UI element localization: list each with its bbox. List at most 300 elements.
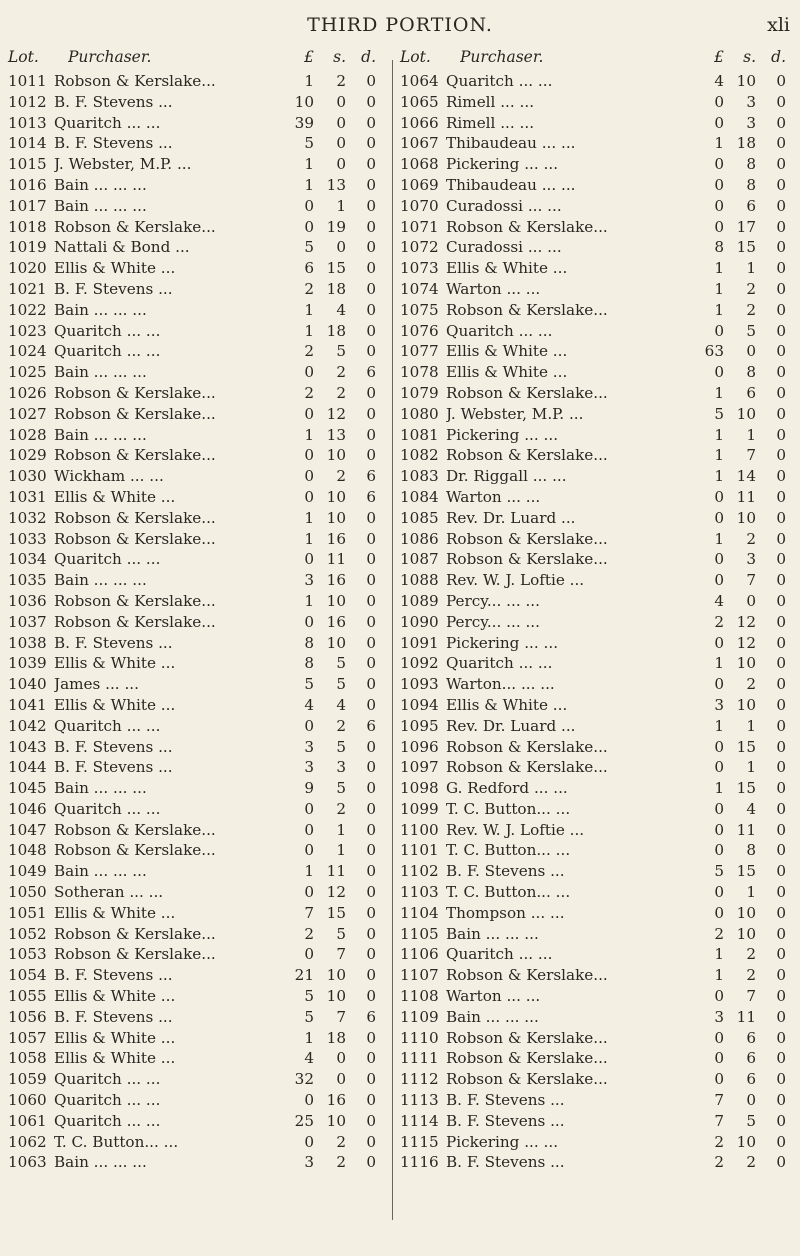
- price-pence: 0: [776, 862, 786, 881]
- sale-row: [8, 93, 386, 114]
- sale-row: [400, 800, 792, 821]
- price-pounds: 0: [714, 675, 724, 694]
- price-pounds: 1: [304, 529, 314, 548]
- price-shillings: 2: [336, 72, 346, 90]
- lot-number: 1021: [8, 279, 47, 298]
- price-shillings: 1: [746, 259, 756, 278]
- price-shillings: 0: [336, 113, 346, 132]
- price-shillings: 0: [336, 155, 346, 174]
- price-shillings: 15: [736, 737, 756, 756]
- pounds-header: £: [714, 48, 724, 66]
- price-pounds: 4: [714, 72, 724, 90]
- lot-number: 1097: [400, 758, 439, 777]
- price-shillings: 1: [336, 841, 346, 860]
- lot-number: 1062: [8, 1132, 47, 1151]
- price-shillings: 11: [736, 1007, 756, 1026]
- sale-row: [8, 925, 386, 946]
- price-pounds: 3: [714, 1007, 724, 1026]
- price-pounds: 0: [304, 1132, 314, 1151]
- lot-number: 1087: [400, 550, 439, 569]
- price-pounds: 0: [714, 883, 724, 902]
- price-pounds: 2: [304, 924, 314, 943]
- lot-number: 1092: [400, 654, 439, 673]
- purchaser-name: B. F. Stevens ...: [54, 279, 173, 298]
- purchaser-name: Ellis & White ...: [446, 259, 568, 278]
- price-shillings: 2: [746, 529, 756, 548]
- price-pounds: 1: [714, 279, 724, 298]
- purchaser-name: B. F. Stevens ...: [54, 633, 173, 652]
- purchaser-name: Bain ... ... ...: [54, 175, 147, 194]
- price-pounds: 5: [304, 238, 314, 257]
- lot-number: 1077: [400, 342, 439, 361]
- price-shillings: 7: [746, 987, 756, 1006]
- price-shillings: 5: [336, 342, 346, 361]
- price-shillings: 12: [736, 612, 756, 631]
- price-shillings: 8: [746, 175, 756, 194]
- purchaser-name: Robson & Kerslake...: [446, 1070, 608, 1089]
- price-shillings: 3: [746, 113, 756, 132]
- price-shillings: 13: [326, 425, 346, 444]
- pence-header: d.: [771, 48, 786, 66]
- lot-number: 1104: [400, 903, 439, 922]
- purchaser-name: Pickering ... ...: [446, 1132, 559, 1151]
- price-pounds: 0: [714, 903, 724, 922]
- sale-row: [400, 696, 792, 717]
- price-shillings: 6: [746, 196, 756, 215]
- price-pounds: 1: [714, 300, 724, 319]
- purchaser-name: Quaritch ... ...: [54, 716, 161, 735]
- sale-row: [8, 675, 386, 696]
- purchaser-name: Pickering ... ...: [446, 155, 559, 174]
- lot-number: 1042: [8, 716, 47, 735]
- price-pounds: 1: [714, 529, 724, 548]
- sale-row: [8, 571, 386, 592]
- price-pence: 0: [366, 529, 376, 548]
- price-pounds: 1: [714, 259, 724, 278]
- sale-row: [400, 301, 792, 322]
- purchaser-name: Thibaudeau ... ...: [446, 134, 576, 153]
- purchaser-name: Robson & Kerslake...: [446, 737, 608, 756]
- price-pounds: 1: [714, 383, 724, 402]
- purchaser-name: B. F. Stevens ...: [54, 134, 173, 153]
- price-pence: 0: [776, 695, 786, 714]
- sale-row: [400, 197, 792, 218]
- price-pence: 0: [776, 779, 786, 798]
- price-pence: 0: [776, 675, 786, 694]
- price-pounds: 8: [714, 238, 724, 257]
- sale-row: [400, 446, 792, 467]
- purchaser-name: Robson & Kerslake...: [446, 383, 608, 402]
- sale-row: [8, 155, 386, 176]
- purchaser-name: Bain ... ... ...: [54, 862, 147, 881]
- price-pounds: 1: [304, 72, 314, 90]
- sale-row: [8, 467, 386, 488]
- lot-number: 1024: [8, 342, 47, 361]
- sale-row: [8, 530, 386, 551]
- price-pence: 0: [366, 1153, 376, 1172]
- sale-row: [400, 72, 792, 93]
- price-pounds: 0: [714, 758, 724, 777]
- price-pounds: 2: [714, 612, 724, 631]
- lot-number: 1090: [400, 612, 439, 631]
- price-shillings: 0: [746, 342, 756, 361]
- lot-number: 1054: [8, 966, 47, 985]
- sale-row: [8, 654, 386, 675]
- purchaser-name: Robson & Kerslake...: [54, 217, 216, 236]
- lot-number: 1065: [400, 92, 439, 111]
- purchaser-name: Warton ... ...: [446, 987, 541, 1006]
- sale-row: [8, 176, 386, 197]
- purchaser-name: Bain ... ... ...: [54, 779, 147, 798]
- purchaser-name: Robson & Kerslake...: [446, 529, 608, 548]
- price-pence: 0: [776, 1153, 786, 1172]
- price-pence: 0: [776, 1091, 786, 1110]
- price-pounds: 1: [304, 155, 314, 174]
- lot-number: 1072: [400, 238, 439, 257]
- purchaser-name: Ellis & White ...: [54, 695, 176, 714]
- price-shillings: 7: [336, 1007, 346, 1026]
- lot-number: 1030: [8, 467, 47, 486]
- lot-number: 1114: [400, 1111, 439, 1130]
- price-pounds: 0: [714, 987, 724, 1006]
- price-pounds: 7: [714, 1091, 724, 1110]
- sale-row: [8, 945, 386, 966]
- lot-number: 1074: [400, 279, 439, 298]
- price-shillings: 2: [746, 966, 756, 985]
- price-shillings: 5: [336, 924, 346, 943]
- price-shillings: 4: [336, 300, 346, 319]
- price-pence: 0: [776, 155, 786, 174]
- price-shillings: 0: [336, 1049, 346, 1068]
- purchaser-name: Robson & Kerslake...: [54, 529, 216, 548]
- purchaser-name: Bain ... ... ...: [54, 196, 147, 215]
- price-pence: 0: [366, 820, 376, 839]
- price-pounds: 0: [304, 446, 314, 465]
- lot-number: 1055: [8, 987, 47, 1006]
- price-shillings: 16: [326, 1091, 346, 1110]
- sale-row: [400, 862, 792, 883]
- lot-number: 1103: [400, 883, 439, 902]
- lot-number: 1100: [400, 820, 439, 839]
- price-shillings: 2: [336, 799, 346, 818]
- price-pence: 0: [366, 862, 376, 881]
- sale-row: [400, 488, 792, 509]
- lot-number: 1101: [400, 841, 439, 860]
- price-shillings: 10: [736, 654, 756, 673]
- lot-number: 1043: [8, 737, 47, 756]
- sale-row: [8, 904, 386, 925]
- lot-number: 1083: [400, 467, 439, 486]
- price-shillings: 10: [736, 404, 756, 423]
- purchaser-name: Robson & Kerslake...: [446, 550, 608, 569]
- price-shillings: 2: [746, 675, 756, 694]
- price-pence: 0: [776, 321, 786, 340]
- lot-number: 1081: [400, 425, 439, 444]
- price-shillings: 10: [326, 487, 346, 506]
- lot-number: 1052: [8, 924, 47, 943]
- sale-row: [400, 904, 792, 925]
- price-pounds: 5: [714, 862, 724, 881]
- purchaser-name: Robson & Kerslake...: [446, 217, 608, 236]
- price-shillings: 12: [326, 404, 346, 423]
- sale-row: [8, 613, 386, 634]
- sale-row: [8, 322, 386, 343]
- purchaser-name: Quaritch ... ...: [54, 1111, 161, 1130]
- lot-number: 1037: [8, 612, 47, 631]
- sale-row: [400, 238, 792, 259]
- price-pounds: 1: [714, 446, 724, 465]
- sale-row: [400, 467, 792, 488]
- purchaser-name: Robson & Kerslake...: [54, 508, 216, 527]
- lot-number: 1064: [400, 72, 439, 90]
- sale-row: [8, 509, 386, 530]
- lot-number: 1109: [400, 1007, 439, 1026]
- price-pence: 0: [776, 238, 786, 257]
- price-pence: 0: [366, 383, 376, 402]
- purchaser-name: Robson & Kerslake...: [446, 966, 608, 985]
- price-pounds: 1: [714, 654, 724, 673]
- price-shillings: 2: [746, 300, 756, 319]
- price-pounds: 0: [714, 175, 724, 194]
- sale-row: [8, 405, 386, 426]
- price-pence: 0: [366, 196, 376, 215]
- lot-number: 1076: [400, 321, 439, 340]
- price-pounds: 2: [714, 1132, 724, 1151]
- lot-number: 1027: [8, 404, 47, 423]
- purchaser-name: Ellis & White ...: [54, 487, 176, 506]
- price-pence: 0: [366, 675, 376, 694]
- price-shillings: 0: [336, 238, 346, 257]
- price-shillings: 16: [326, 529, 346, 548]
- purchaser-name: Robson & Kerslake...: [446, 758, 608, 777]
- price-pounds: 0: [304, 841, 314, 860]
- sale-row: [400, 841, 792, 862]
- running-title: THIRD PORTION.: [307, 14, 493, 36]
- lot-number: 1047: [8, 820, 47, 839]
- purchaser-name: Quaritch ... ...: [446, 654, 553, 673]
- price-pounds: 2: [714, 924, 724, 943]
- price-pounds: 0: [304, 363, 314, 382]
- purchaser-name: Bain ... ... ...: [54, 425, 147, 444]
- lot-number: 1082: [400, 446, 439, 465]
- price-pounds: 1: [304, 591, 314, 610]
- lot-number: 1032: [8, 508, 47, 527]
- lot-number: 1029: [8, 446, 47, 465]
- sale-row: [8, 1153, 386, 1174]
- price-pounds: 2: [304, 383, 314, 402]
- price-pounds: 1: [714, 966, 724, 985]
- price-pounds: 1: [304, 300, 314, 319]
- price-pence: 0: [366, 987, 376, 1006]
- price-shillings: 15: [736, 862, 756, 881]
- price-pounds: 0: [304, 799, 314, 818]
- price-shillings: 2: [336, 383, 346, 402]
- price-shillings: 0: [746, 591, 756, 610]
- lot-number: 1020: [8, 259, 47, 278]
- price-shillings: 2: [746, 1153, 756, 1172]
- price-pence: 0: [366, 758, 376, 777]
- purchaser-name: Robson & Kerslake...: [54, 612, 216, 631]
- price-pence: 0: [776, 820, 786, 839]
- price-pounds: 1: [714, 716, 724, 735]
- price-pence: 0: [366, 571, 376, 590]
- pounds-header: £: [304, 48, 314, 66]
- price-shillings: 8: [746, 841, 756, 860]
- purchaser-name: J. Webster, M.P. ...: [446, 404, 584, 423]
- sale-row: [400, 634, 792, 655]
- sale-row: [400, 738, 792, 759]
- price-pence: 0: [776, 1007, 786, 1026]
- price-pounds: 0: [714, 633, 724, 652]
- lot-number: 1107: [400, 966, 439, 985]
- purchaser-name: T. C. Button... ...: [54, 1132, 179, 1151]
- price-pence: 0: [776, 945, 786, 964]
- price-pence: 0: [366, 612, 376, 631]
- price-pence: 0: [366, 342, 376, 361]
- price-shillings: 6: [746, 1028, 756, 1047]
- price-pounds: 0: [304, 404, 314, 423]
- price-pounds: 0: [304, 550, 314, 569]
- lot-number: 1014: [8, 134, 47, 153]
- price-pence: 0: [366, 779, 376, 798]
- price-shillings: 2: [336, 1153, 346, 1172]
- price-pence: 0: [366, 1070, 376, 1089]
- price-pounds: 25: [294, 1111, 314, 1130]
- price-pence: 0: [776, 487, 786, 506]
- price-pounds: 0: [714, 487, 724, 506]
- price-pence: 0: [776, 654, 786, 673]
- left-column: [8, 48, 386, 1174]
- purchaser-name: Quaritch ... ...: [446, 321, 553, 340]
- purchaser-name: Thompson ... ...: [446, 903, 565, 922]
- price-shillings: 5: [746, 321, 756, 340]
- lot-number: 1013: [8, 113, 47, 132]
- sale-row: [8, 1070, 386, 1091]
- lot-number: 1112: [400, 1070, 439, 1089]
- price-pence: 0: [776, 113, 786, 132]
- page-header: [0, 14, 800, 44]
- price-pence: 0: [776, 550, 786, 569]
- sale-row: [400, 717, 792, 738]
- price-pence: 0: [776, 612, 786, 631]
- column-header-row: [8, 48, 386, 72]
- purchaser-name: Robson & Kerslake...: [446, 300, 608, 319]
- purchaser-name: B. F. Stevens ...: [54, 758, 173, 777]
- sale-row: [8, 550, 386, 571]
- sale-row: [400, 426, 792, 447]
- sale-row: [8, 800, 386, 821]
- sale-row: [400, 925, 792, 946]
- lot-number: 1053: [8, 945, 47, 964]
- price-shillings: 7: [746, 446, 756, 465]
- lot-number: 1094: [400, 695, 439, 714]
- price-shillings: 1: [746, 883, 756, 902]
- sale-row: [8, 446, 386, 467]
- purchaser-name: Quaritch ... ...: [54, 1091, 161, 1110]
- sale-row: [8, 134, 386, 155]
- price-pence: 0: [776, 903, 786, 922]
- price-pounds: 0: [714, 113, 724, 132]
- purchaser-name: Ellis & White ...: [446, 695, 568, 714]
- purchaser-name: Ellis & White ...: [54, 259, 176, 278]
- price-shillings: 13: [326, 175, 346, 194]
- purchaser-name: Robson & Kerslake...: [54, 383, 216, 402]
- price-pence: 0: [366, 903, 376, 922]
- lot-number: 1057: [8, 1028, 47, 1047]
- lot-number: 1044: [8, 758, 47, 777]
- purchaser-name: Rev. W. J. Loftie ...: [446, 820, 585, 839]
- right-column: [400, 48, 792, 1174]
- purchaser-name: Sotheran ... ...: [54, 883, 164, 902]
- column-divider: [392, 60, 393, 1220]
- price-pence: 0: [776, 175, 786, 194]
- price-pence: 0: [366, 72, 376, 90]
- price-shillings: 18: [326, 279, 346, 298]
- lot-number: 1095: [400, 716, 439, 735]
- purchaser-name: T. C. Button... ...: [446, 799, 571, 818]
- lot-number: 1022: [8, 300, 47, 319]
- price-pence: 0: [776, 196, 786, 215]
- price-shillings: 10: [736, 508, 756, 527]
- lot-number: 1049: [8, 862, 47, 881]
- purchaser-name: Quaritch ... ...: [54, 321, 161, 340]
- purchaser-name: Percy... ... ...: [446, 591, 540, 610]
- price-pounds: 0: [714, 217, 724, 236]
- price-pounds: 1: [714, 425, 724, 444]
- purchaser-name: Bain ... ... ...: [446, 924, 539, 943]
- sale-row: [8, 488, 386, 509]
- price-shillings: 15: [326, 903, 346, 922]
- price-pounds: 6: [304, 259, 314, 278]
- price-pence: 0: [366, 883, 376, 902]
- lot-number: 1073: [400, 259, 439, 278]
- sale-row: [400, 342, 792, 363]
- sale-row: [400, 821, 792, 842]
- purchaser-name: Robson & Kerslake...: [54, 820, 216, 839]
- purchaser-name: Wickham ... ...: [54, 467, 164, 486]
- lot-number: 1102: [400, 862, 439, 881]
- price-shillings: 1: [336, 196, 346, 215]
- price-shillings: 18: [326, 321, 346, 340]
- price-shillings: 6: [746, 383, 756, 402]
- purchaser-name: Pickering ... ...: [446, 633, 559, 652]
- purchaser-name: Robson & Kerslake...: [54, 945, 216, 964]
- lot-number: 1039: [8, 654, 47, 673]
- price-pence: 0: [776, 987, 786, 1006]
- lot-number: 1105: [400, 924, 439, 943]
- sale-row: [8, 197, 386, 218]
- purchaser-header: Purchaser.: [460, 48, 544, 66]
- price-shillings: 2: [336, 467, 346, 486]
- price-pence: 0: [776, 342, 786, 361]
- purchaser-name: Ellis & White ...: [446, 342, 568, 361]
- sale-row: [8, 758, 386, 779]
- sale-row: [400, 530, 792, 551]
- purchaser-name: B. F. Stevens ...: [446, 1091, 565, 1110]
- lot-number: 1115: [400, 1132, 439, 1151]
- price-shillings: 8: [746, 155, 756, 174]
- price-shillings: 18: [326, 1028, 346, 1047]
- purchaser-name: James ... ...: [54, 675, 139, 694]
- price-pounds: 3: [304, 737, 314, 756]
- price-shillings: 1: [746, 425, 756, 444]
- sale-row: [400, 114, 792, 135]
- price-shillings: 5: [336, 654, 346, 673]
- price-pence: 6: [366, 363, 376, 382]
- price-pounds: 5: [304, 134, 314, 153]
- price-pounds: 7: [304, 903, 314, 922]
- price-pence: 0: [776, 404, 786, 423]
